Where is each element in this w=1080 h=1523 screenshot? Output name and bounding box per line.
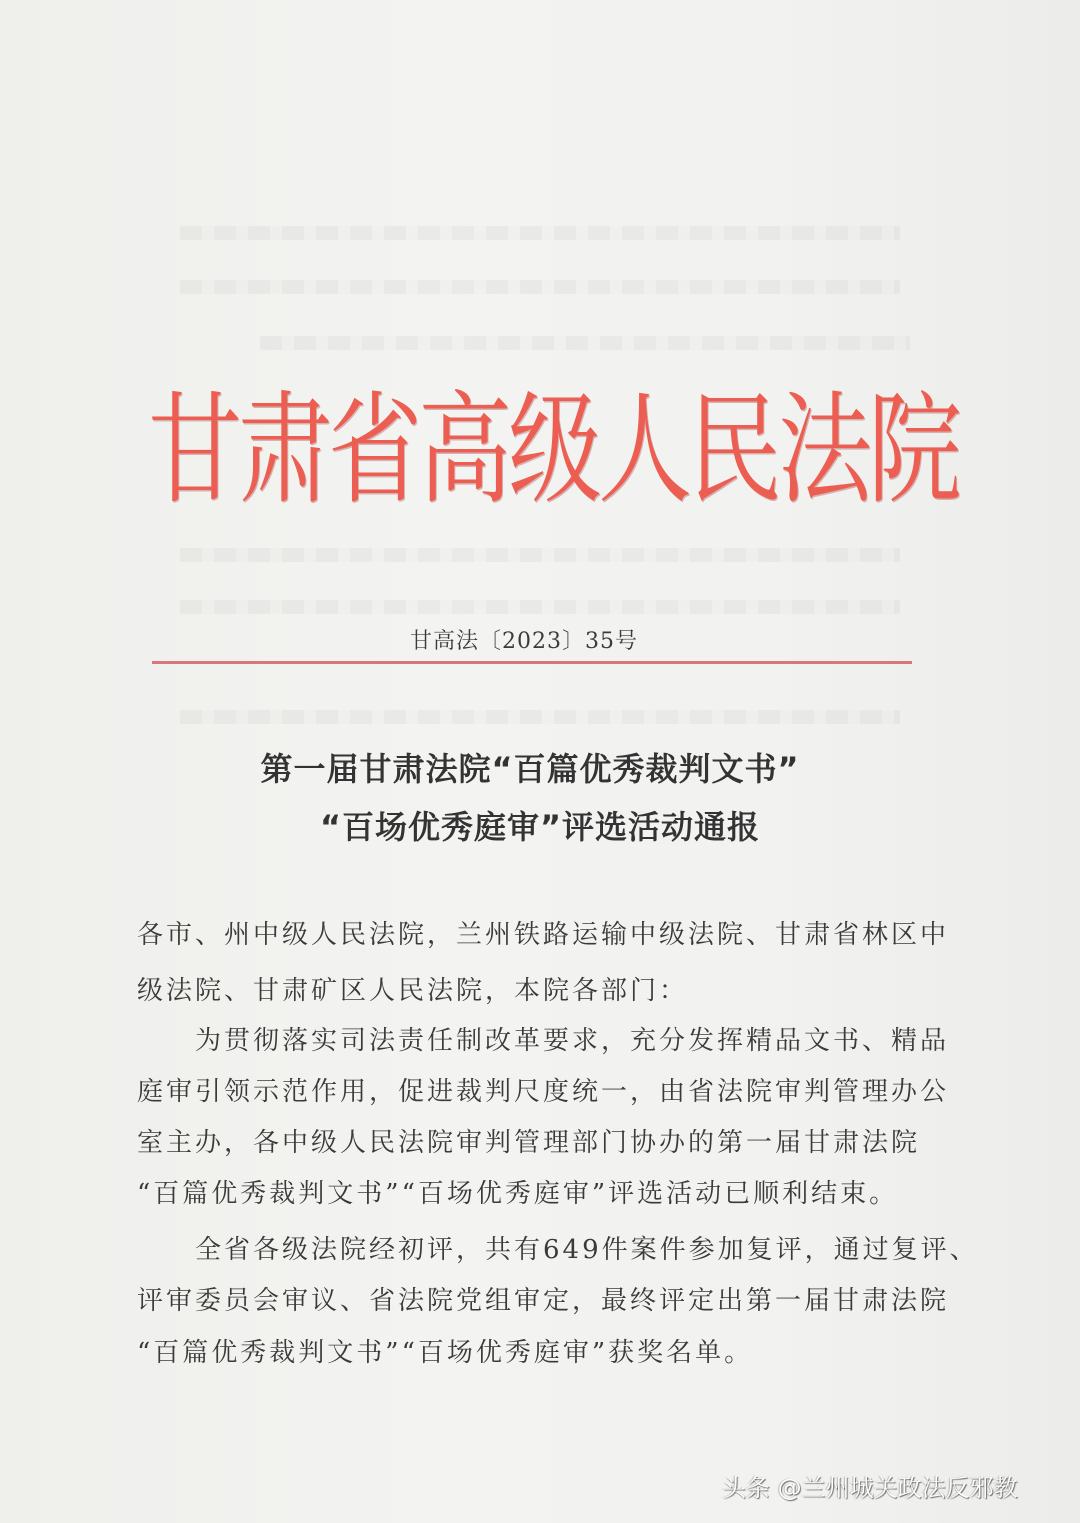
body-paragraph-1-line-4: “百篇优秀裁判文书”“百场优秀庭审”评选活动已顺利结束。 bbox=[137, 1179, 899, 1209]
body-paragraph-2-line-2: 评审委员会审议、省法院党组审定，最终评定出第一届甘肃法院 bbox=[137, 1286, 950, 1316]
document-title-line-2: “百场优秀庭审”评选活动通报 bbox=[319, 808, 761, 846]
source-watermark: 头条 @兰州城关政法反邪教 bbox=[722, 1474, 1018, 1502]
show-through-texture bbox=[180, 600, 900, 614]
document-number: 甘高法〔2023〕35号 bbox=[410, 629, 638, 654]
issuer-header: 甘肃省高级人民法院 bbox=[148, 381, 959, 522]
show-through-texture bbox=[180, 280, 900, 294]
body-paragraph-1-line-3: 室主办，各中级人民法院审判管理部门协办的第一届甘肃法院 bbox=[137, 1128, 921, 1158]
body-paragraph-2-line-1: 全省各级法院经初评，共有649件案件参加复评，通过复评、 bbox=[137, 1235, 979, 1265]
red-divider-line bbox=[152, 661, 912, 664]
addressee-line-1: 各市、州中级人民法院，兰州铁路运输中级法院、甘肃省林区中 bbox=[137, 920, 950, 950]
body-paragraph-1-line-1: 为贯彻落实司法责任制改革要求，充分发挥精品文书、精品 bbox=[137, 1026, 950, 1056]
show-through-texture bbox=[180, 548, 900, 562]
show-through-texture bbox=[180, 226, 900, 240]
body-paragraph-1-line-2: 庭审引领示范作用，促进裁判尺度统一，由省法院审判管理办公 bbox=[137, 1077, 950, 1107]
body-paragraph-2-line-3: “百篇优秀裁判文书”“百场优秀庭审”获奖名单。 bbox=[137, 1338, 754, 1368]
document-title-line-1: 第一届甘肃法院“百篇优秀裁判文书” bbox=[260, 750, 800, 788]
addressee-line-2: 级法院、甘肃矿区人民法院，本院各部门： bbox=[137, 976, 689, 1006]
show-through-texture bbox=[180, 710, 900, 724]
show-through-texture bbox=[260, 336, 910, 350]
